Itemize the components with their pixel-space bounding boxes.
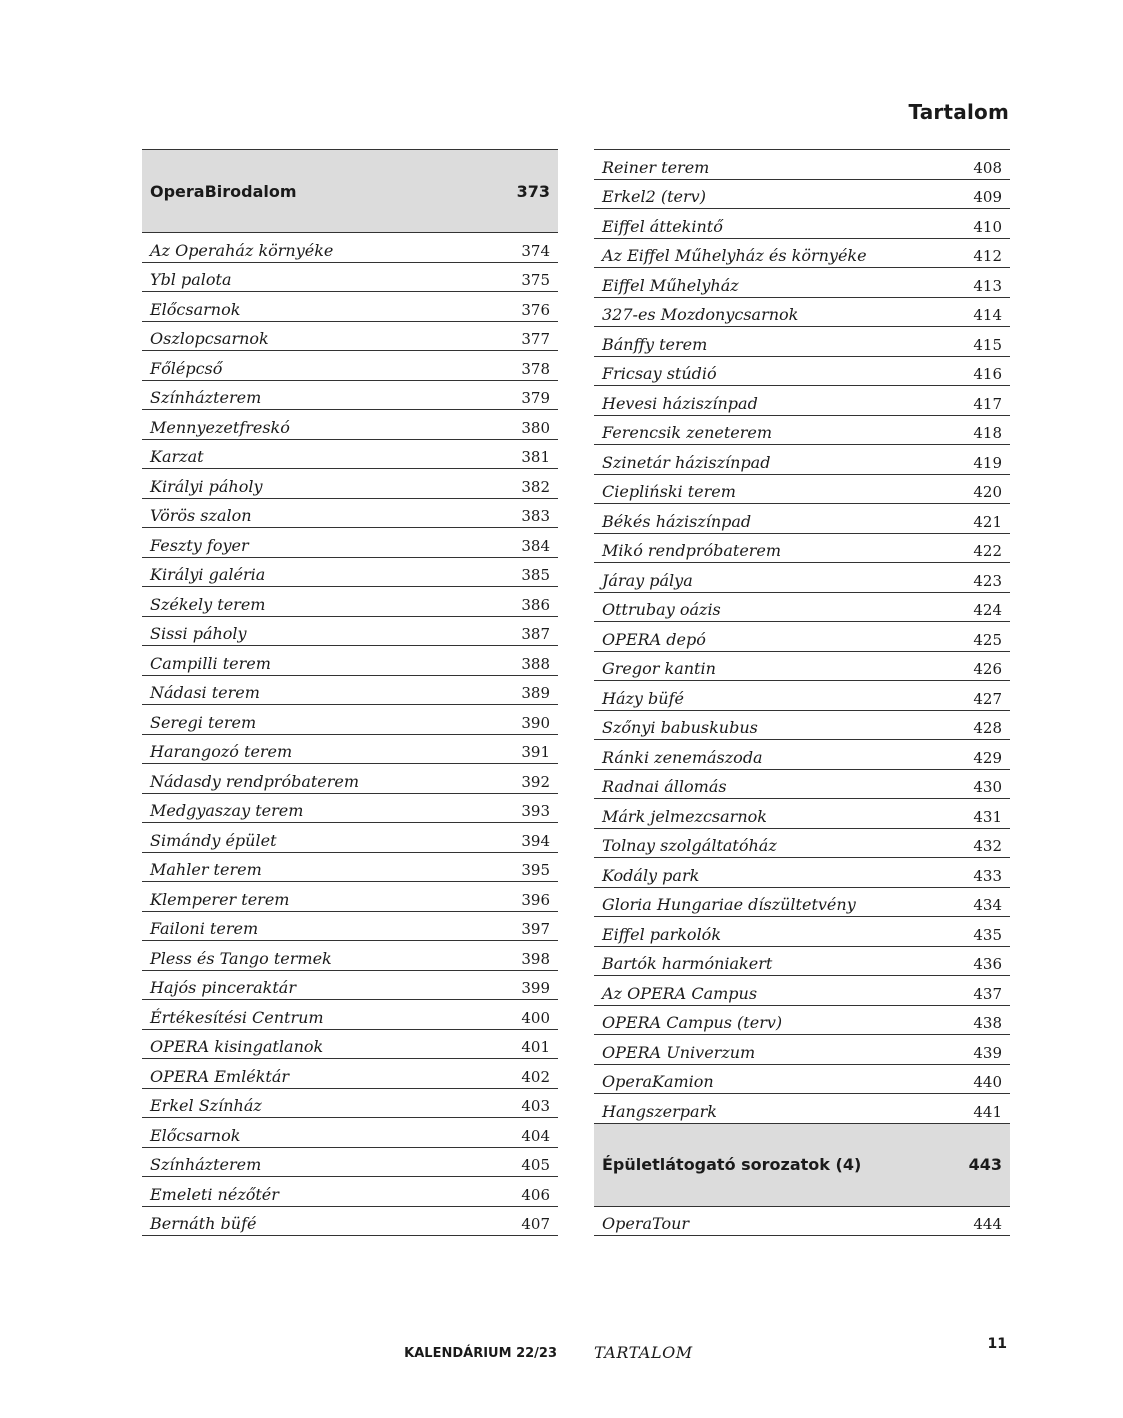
toc-entry-page: 430 [973,778,1002,796]
toc-entry-title: Királyi páholy [150,476,263,496]
toc-entry-title: Klemperer terem [150,889,290,909]
toc-entry-title: Simándy épület [150,830,277,850]
toc-entry-title: Gregor kantin [602,659,716,678]
toc-entry-title: Székely terem [150,594,266,614]
toc-entry[interactable] [594,239,1010,269]
toc-entry-title: Bartók harmóniakert [602,954,773,973]
toc-entry[interactable] [594,799,1010,829]
toc-entry-page: 434 [973,896,1002,914]
toc-entry[interactable] [594,1006,1010,1036]
toc-entry-title: Erkel2 (terv) [602,187,706,206]
toc-entry-title: Medgyaszay terem [150,801,304,820]
section-title: OperaBirodalom [150,181,297,201]
toc-entry-title: Campilli terem [150,653,271,673]
toc-entry-title: Az Operaház környéke [150,240,334,260]
footer-publication: KALENDÁRIUM 22/23 [404,1346,557,1361]
toc-entry[interactable] [594,947,1010,977]
toc-entry-page: 395 [521,861,550,879]
toc-entry-title: Szinetár háziszínpad [602,452,771,472]
toc-entry-page: 382 [521,477,550,496]
toc-entry-title: Hangszerpark [602,1101,717,1121]
toc-entry[interactable] [594,386,1010,416]
toc-entry[interactable] [594,652,1010,682]
toc-entry[interactable] [142,1030,558,1060]
toc-entry-title: Márk jelmezcsarnok [602,806,767,826]
toc-entry[interactable] [142,676,558,706]
toc-entry[interactable] [142,440,558,470]
toc-entry-page: 413 [973,276,1002,295]
toc-entry-page: 387 [521,625,550,643]
toc-entry[interactable] [142,292,558,322]
toc-entry-title: Királyi galéria [150,565,266,584]
toc-entry-title: Karzat [150,447,204,466]
toc-entry-title: Ferencsik zeneterem [602,423,773,442]
toc-entry-page: 427 [973,689,1002,708]
toc-entry[interactable] [594,1094,1010,1124]
toc-entry[interactable] [594,475,1010,505]
toc-entry[interactable] [594,563,1010,593]
toc-entry-title: Bánffy terem [602,334,708,354]
toc-entry-title: Gloria Hungariae díszültetvény [602,895,856,914]
toc-entry[interactable] [594,534,1010,564]
toc-entry[interactable] [594,298,1010,328]
toc-entry-page: 444 [973,1215,1002,1233]
toc-entry-title: Mahler terem [150,860,262,879]
toc-entry[interactable] [594,416,1010,446]
toc-entry-title: Színházterem [150,1155,262,1174]
toc-entry-title: Békés háziszínpad [602,511,752,531]
toc-entry-page: 389 [521,684,550,702]
toc-entry[interactable] [594,976,1010,1006]
toc-entry-title: Pless és Tango termek [150,948,332,968]
toc-entry-page: 393 [521,802,550,820]
toc-entry-title: Ciepliński terem [602,482,736,501]
toc-entry[interactable] [142,1118,558,1148]
page-title: Tartalom [908,100,1009,124]
toc-entry[interactable] [594,917,1010,947]
toc-entry-title: Hajós pinceraktár [150,978,296,997]
toc-entry-page: 424 [973,601,1002,619]
toc-entry-title: OPERA kisingatlanok [150,1037,324,1056]
toc-entry[interactable] [594,888,1010,918]
toc-list-left [142,233,558,1236]
toc-entry-title: Értékesítési Centrum [150,1007,324,1027]
toc-entry-title: Ybl palota [150,270,232,289]
toc-entry-title: Eiffel parkolók [602,924,722,944]
toc-entry-title: Sissi páholy [150,624,247,643]
toc-entry-title: Kodály park [602,865,700,885]
page-number: 11 [987,1336,1007,1352]
toc-entry-page: 406 [521,1185,550,1204]
toc-entry-title: 327-es Mozdonycsarnok [602,305,799,324]
toc-entry-title: Reiner terem [602,157,710,177]
toc-entry-page: 417 [973,394,1002,413]
toc-entry-title: Az OPERA Campus [602,983,758,1003]
toc-entry[interactable] [142,499,558,529]
toc-entry-page: 400 [521,1008,550,1027]
toc-entry[interactable] [594,858,1010,888]
toc-entry-page: 414 [973,306,1002,324]
toc-entry-title: Hevesi háziszínpad [602,393,758,413]
toc-entry[interactable] [142,823,558,853]
toc-entry[interactable] [142,351,558,381]
toc-entry-page: 418 [973,424,1002,442]
toc-entry[interactable] [142,587,558,617]
toc-entry-title: OperaKamion [602,1072,714,1091]
toc-entry[interactable] [142,1207,558,1237]
section-page-number: 443 [968,1155,1002,1174]
toc-entry-page: 438 [973,1014,1002,1032]
toc-entry[interactable] [142,1177,558,1207]
toc-entry-page: 439 [973,1043,1002,1062]
toc-entry[interactable] [594,711,1010,741]
toc-entry-page: 408 [973,158,1002,177]
toc-list-right [594,150,1010,1124]
toc-entry[interactable] [142,381,558,411]
toc-entry-title: Előcsarnok [150,1125,241,1145]
toc-entry-page: 433 [973,866,1002,885]
toc-entry[interactable] [142,735,558,765]
toc-entry-page: 437 [973,984,1002,1003]
toc-entry-page: 392 [521,772,550,791]
toc-entry-page: 394 [521,831,550,850]
toc-entry-title: Szőnyi babuskubus [602,718,758,737]
toc-entry[interactable] [594,1035,1010,1065]
toc-entry-page: 405 [521,1156,550,1174]
toc-entry[interactable] [594,770,1010,800]
toc-entry-page: 376 [521,300,550,319]
toc-entry-title: Seregi terem [150,712,257,732]
toc-entry-page: 410 [973,217,1002,236]
toc-entry-title: Ottrubay oázis [602,600,721,619]
section-title: Épületlátogató sorozatok (4) [602,1155,862,1174]
toc-column-left [142,149,558,1236]
toc-entry-page: 419 [973,453,1002,472]
toc-entry-page: 440 [973,1073,1002,1091]
toc-entry-title: OPERA Emléktár [150,1066,289,1086]
toc-column-right [594,149,1010,1236]
toc-entry[interactable] [142,646,558,676]
toc-entry-page: 385 [521,566,550,584]
toc-entry[interactable] [594,445,1010,475]
toc-entry[interactable] [142,764,558,794]
toc-entry[interactable] [594,1065,1010,1095]
toc-entry[interactable] [142,528,558,558]
toc-entry[interactable] [142,941,558,971]
toc-entry-title: Eiffel áttekintő [602,216,723,236]
toc-entry-page: 379 [521,389,550,407]
toc-entry-page: 432 [973,837,1002,855]
toc-entry-page: 420 [973,483,1002,501]
toc-entry[interactable] [142,705,558,735]
toc-entry-title: Radnai állomás [602,777,727,796]
section-page-number: 373 [516,181,550,201]
toc-entry-page: 415 [973,335,1002,354]
toc-entry-page: 403 [521,1097,550,1115]
toc-entry-page: 422 [973,542,1002,560]
toc-entry[interactable] [594,268,1010,298]
toc-entry[interactable] [594,593,1010,623]
toc-entry[interactable] [594,681,1010,711]
toc-entry[interactable] [594,622,1010,652]
toc-entry-page: 426 [973,660,1002,678]
toc-entry-page: 374 [521,241,550,260]
toc-entry-page: 401 [521,1038,550,1056]
toc-entry-page: 391 [521,743,550,761]
toc-entry-page: 386 [521,595,550,614]
toc-entry-title: OPERA depó [602,629,706,649]
toc-entry[interactable] [142,558,558,588]
toc-entry-page: 409 [973,188,1002,206]
toc-entry-title: Feszty foyer [150,535,249,555]
toc-entry-title: Eiffel Műhelyház [602,275,739,295]
toc-entry-page: 428 [973,719,1002,737]
toc-entry[interactable] [594,829,1010,859]
toc-entry[interactable] [142,410,558,440]
toc-entry-title: Harangozó terem [150,742,293,761]
toc-entry-page: 431 [973,807,1002,826]
toc-entry[interactable] [142,263,558,293]
toc-entry-page: 416 [973,365,1002,383]
toc-entry-page: 390 [521,713,550,732]
toc-entry-title: Failoni terem [150,919,259,938]
toc-entry[interactable] [142,794,558,824]
toc-entry[interactable] [594,1207,1010,1237]
toc-entry-page: 381 [521,448,550,466]
toc-entry-title: Bernáth büfé [150,1214,257,1233]
toc-entry-title: Főlépcső [150,358,223,378]
toc-entry-page: 384 [521,536,550,555]
toc-entry-title: Az Eiffel Műhelyház és környéke [602,246,867,265]
toc-entry-page: 404 [521,1126,550,1145]
toc-entry-page: 423 [973,571,1002,590]
toc-entry-title: Erkel Színház [150,1096,262,1115]
toc-entry[interactable] [142,912,558,942]
toc-section-header[interactable] [142,150,558,233]
toc-entry-page: 441 [973,1102,1002,1121]
toc-entry-title: OPERA Univerzum [602,1042,756,1062]
toc-entry-page: 435 [973,925,1002,944]
toc-entry-title: Oszlopcsarnok [150,329,269,348]
toc-entry-page: 425 [973,630,1002,649]
toc-entry[interactable] [142,233,558,263]
toc-entry[interactable] [142,853,558,883]
toc-entry-title: Előcsarnok [150,299,241,319]
toc-list-right-after [594,1207,1010,1237]
toc-entry-title: Nádasdy rendpróbaterem [150,771,360,791]
toc-entry[interactable] [142,322,558,352]
toc-entry[interactable] [594,740,1010,770]
toc-entry[interactable] [594,209,1010,239]
toc-entry[interactable] [594,504,1010,534]
toc-entry-title: Házy büfé [602,688,684,708]
toc-entry-title: Fricsay stúdió [602,364,717,383]
toc-entry[interactable] [594,327,1010,357]
toc-entry-page: 412 [973,247,1002,265]
toc-entry-page: 421 [973,512,1002,531]
toc-entry[interactable] [594,357,1010,387]
toc-entry-page: 398 [521,949,550,968]
toc-entry-title: OPERA Campus (terv) [602,1013,783,1032]
toc-entry-page: 436 [973,955,1002,973]
toc-entry[interactable] [142,1089,558,1119]
toc-entry-page: 399 [521,979,550,997]
toc-entry-title: Járay pálya [602,570,693,590]
toc-section-header[interactable] [594,1124,1010,1207]
toc-entry-page: 407 [521,1215,550,1233]
toc-entry-page: 388 [521,654,550,673]
toc-entry[interactable] [594,150,1010,180]
toc-entry-page: 380 [521,418,550,437]
toc-entry-page: 396 [521,890,550,909]
toc-entry[interactable] [142,882,558,912]
toc-entry[interactable] [142,617,558,647]
toc-entry[interactable] [142,469,558,499]
toc-entry-page: 383 [521,507,550,525]
toc-entry-page: 397 [521,920,550,938]
toc-entry-page: 377 [521,330,550,348]
toc-entry-page: 378 [521,359,550,378]
toc-entry-title: Emeleti nézőtér [150,1184,279,1204]
toc-entry[interactable] [142,1000,558,1030]
toc-entry[interactable] [594,180,1010,210]
toc-entry[interactable] [142,971,558,1001]
footer-section: TARTALOM [594,1343,693,1362]
toc-entry[interactable] [142,1148,558,1178]
toc-entry-title: Mikó rendpróbaterem [602,541,782,560]
toc-entry-title: Nádasi terem [150,683,260,702]
toc-entry-title: Ránki zenemászoda [602,747,763,767]
toc-entry-title: OperaTour [602,1214,690,1233]
toc-entry-page: 375 [521,271,550,289]
toc-entry-page: 402 [521,1067,550,1086]
toc-entry-title: Mennyezetfreskó [150,417,290,437]
toc-entry-title: Tolnay szolgáltatóház [602,836,777,855]
toc-entry-page: 429 [973,748,1002,767]
toc-entry-title: Színházterem [150,388,262,407]
toc-entry-title: Vörös szalon [150,506,252,525]
toc-entry[interactable] [142,1059,558,1089]
